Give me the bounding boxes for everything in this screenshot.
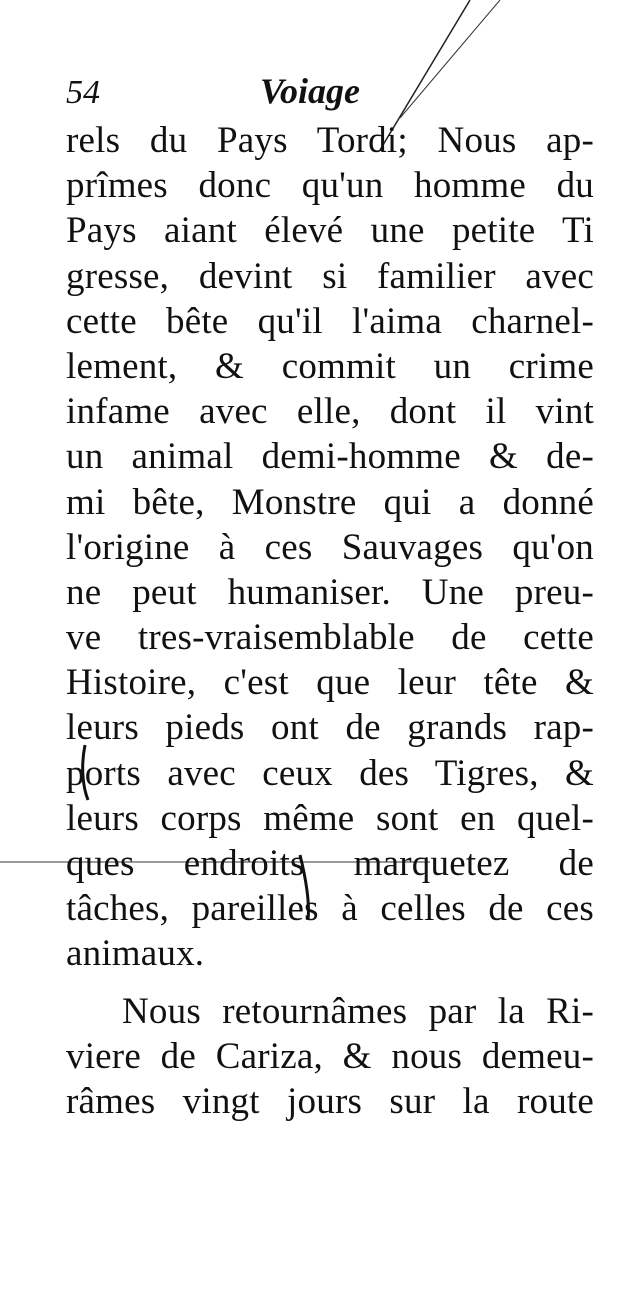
text-line: infame avec elle, dont il vint — [66, 391, 594, 433]
text-line: ports avec ceux des Tigres, & — [66, 752, 594, 794]
body-text — [66, 118, 594, 1124]
text-line: Nous retournâmes par la Ri- — [122, 990, 594, 1032]
text-line: prîmes donc qu'un homme du — [66, 165, 594, 207]
text-line: Histoire, c'est que leur tête & — [66, 662, 594, 704]
text-line: mi bête, Monstre qui a donné — [66, 481, 594, 523]
running-head: Voiage — [260, 71, 361, 111]
text-line: ve tres-vraisemblable de cette — [66, 617, 594, 659]
text-line: ques endroits marquetez de — [66, 843, 594, 884]
text-line: un animal demi-homme & de- — [66, 436, 594, 478]
text-line: gresse, devint si familier avec — [66, 255, 594, 297]
text-line: animaux. — [66, 933, 205, 975]
text-line: cette bête qu'il l'aima charnel- — [66, 300, 594, 342]
text-line: Pays aiant élevé une petite Ti — [66, 210, 594, 252]
page-number: 54 — [66, 74, 100, 111]
text-line: l'origine à ces Sauvages qu'on — [66, 526, 594, 568]
text-line: tâches, pareilles à celles de ces — [66, 888, 594, 930]
text-line: ne peut humaniser. Une preu- — [66, 571, 594, 613]
text-line: lement, & commit un crime — [66, 345, 594, 387]
text-line: râmes vingt jours sur la route — [66, 1080, 594, 1122]
text-line: rels du Pays Tordi; Nous ap- — [66, 120, 594, 161]
page-header — [66, 70, 586, 116]
text-line: leurs corps même sont en quel- — [66, 797, 594, 839]
paragraph-gap — [66, 977, 594, 989]
text-line: viere de Cariza, & nous demeu- — [66, 1035, 594, 1077]
text-line: leurs pieds ont de grands rap- — [66, 707, 594, 749]
